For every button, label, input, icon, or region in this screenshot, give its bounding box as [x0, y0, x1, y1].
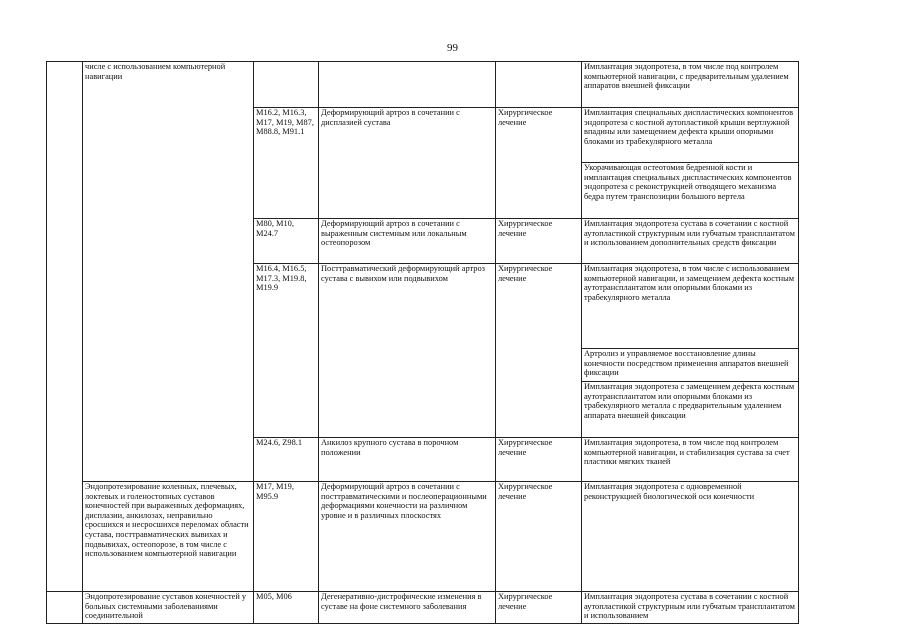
method-cell: [582, 349, 799, 382]
method-cell: [582, 219, 799, 264]
codes-text: M24.6, Z98.1: [256, 438, 303, 447]
codes-text: M17, M19, M95.9: [256, 482, 294, 501]
method-text: Имплантация эндопротеза сустава в сочетании с костной аутопластикой структурным или губчатым трансплантатом и использованием дополнительных средств фиксации: [584, 219, 795, 248]
codes-cell: [254, 438, 319, 482]
method-cell: [582, 62, 799, 108]
number-cell: [47, 62, 83, 592]
method-text: Имплантация эндопротеза, в том числе под контролем компьютерной навигации, и стабилизация сустава за счет пластики мягких тканей: [584, 438, 790, 467]
section-cell: [83, 62, 254, 482]
method-text: Укорачивающая остеотомия бедренной кости и имплантация специальных диспластических компонентов эндопротеза с реконструкцией отводящего механизма бедра путем транспозиции большого вертела: [584, 163, 792, 201]
method-text: Артролиз и управляемое восстановление длины конечности посредством применения аппаратов внешней фиксации: [584, 349, 789, 378]
model-text: Посттравматический деформирующий артроз сустава с вывихом или подвывихом: [321, 264, 485, 283]
treatment-text: Хирургическое лечение: [498, 438, 553, 457]
number-cell: [47, 592, 83, 624]
model-cell: [319, 62, 496, 108]
model-text: Анкилоз крупного сустава в порочном положении: [321, 438, 459, 457]
codes-cell: [254, 592, 319, 624]
codes-cell: [254, 482, 319, 592]
model-text: Деформирующий артроз в сочетании с дисплазией сустава: [321, 108, 460, 127]
method-cell: [582, 163, 799, 219]
codes-cell: [254, 108, 319, 219]
method-cell: [582, 108, 799, 163]
method-cell: [582, 438, 799, 482]
treatment-cell: [496, 592, 582, 624]
page-number: 99: [447, 42, 458, 54]
treatment-cell: [496, 482, 582, 592]
codes-text: M16.4, M16.5, M17.3, M19.8, M19.9: [256, 264, 307, 293]
treatment-cell: [496, 438, 582, 482]
treatment-cell: [496, 62, 582, 108]
model-text: Деформирующий артроз в сочетании с выраженным системным или локальным остеопорозом: [321, 219, 467, 248]
codes-cell: [254, 219, 319, 264]
model-cell: [319, 108, 496, 219]
treatment-text: Хирургическое лечение: [498, 219, 553, 238]
method-cell: [582, 382, 799, 438]
codes-text: M05, M06: [256, 592, 292, 601]
method-cell: [582, 264, 799, 349]
section-cell: [83, 482, 254, 592]
treatment-cell: [496, 108, 582, 219]
model-text: Деформирующий артроз в сочетании с посттравматическими и послеоперационными деформациями конечности на различном уровне и в различных плоскостях: [321, 482, 487, 520]
method-text: Имплантация специальных диспластических компонентов эндопротеза с костной аутопластикой крыши вертлужной впадины или замещением дефекта крыши опорными блоками из трабекулярного металла: [584, 108, 794, 146]
treatment-cell: [496, 219, 582, 264]
treatment-text: Хирургическое лечение: [498, 264, 553, 283]
method-text: Имплантация эндопротеза с замещением дефекта костным аутотрансплантатом или опорными блоками из трабекулярного металла с предварительным удалением аппарата внешней фиксации: [584, 382, 795, 420]
section-cell: [83, 592, 254, 624]
method-text: Имплантация эндопротеза, в том числе с использованием компьютерной навигации, и замещением дефекта костным аутотрансплантатом или опорными блоками из трабекулярного металла: [584, 264, 795, 302]
treatment-table: [46, 61, 799, 624]
treatment-text: Хирургическое лечение: [498, 482, 553, 501]
model-text: Дегенеративно-дистрофические изменения в суставе на фоне системного заболевания: [321, 592, 482, 611]
model-cell: [319, 219, 496, 264]
model-cell: [319, 592, 496, 624]
table-row: [47, 62, 799, 108]
model-cell: [319, 264, 496, 438]
method-cell: [582, 592, 799, 624]
section-text: числе с использованием компьютерной навигации: [85, 62, 226, 81]
codes-cell: [254, 62, 319, 108]
model-cell: [319, 482, 496, 592]
treatment-text: Хирургическое лечение: [498, 108, 553, 127]
section-text: Эндопротезирование коленных, плечевых, локтевых и голеностопных суставов конечностей при выраженных деформациях, дисплазии, анкилозах, неправильно сросшихся и несросшихся переломах области сустава, посттравматических вывихах и подвывихах, остеопорозе, в том числе с использованием компьютерной навигации: [85, 482, 249, 559]
codes-text: M80, M10, M24.7: [256, 219, 294, 238]
method-text: Имплантация эндопротеза сустава в сочетании с костной аутопластикой структурным или губчатым трансплантатом и использованием: [584, 592, 795, 621]
section-text: Эндопротезирование суставов конечностей у больных системными заболеваниями соединительной: [85, 592, 247, 621]
codes-text: M16.2, M16.3, M17, M19, M87, M88.8, M91.1: [256, 108, 314, 137]
treatment-text: Хирургическое лечение: [498, 592, 553, 611]
codes-cell: [254, 264, 319, 438]
treatment-cell: [496, 264, 582, 438]
table-row: [47, 482, 799, 592]
method-text: Имплантация эндопротеза, в том числе под контролем компьютерной навигации, с предварительным удалением аппаратов внешней фиксации: [584, 62, 789, 91]
method-text: Имплантация эндопротеза с одновременной реконструкцией биологической оси конечности: [584, 482, 755, 501]
model-cell: [319, 438, 496, 482]
table-row: [47, 592, 799, 624]
method-cell: [582, 482, 799, 592]
